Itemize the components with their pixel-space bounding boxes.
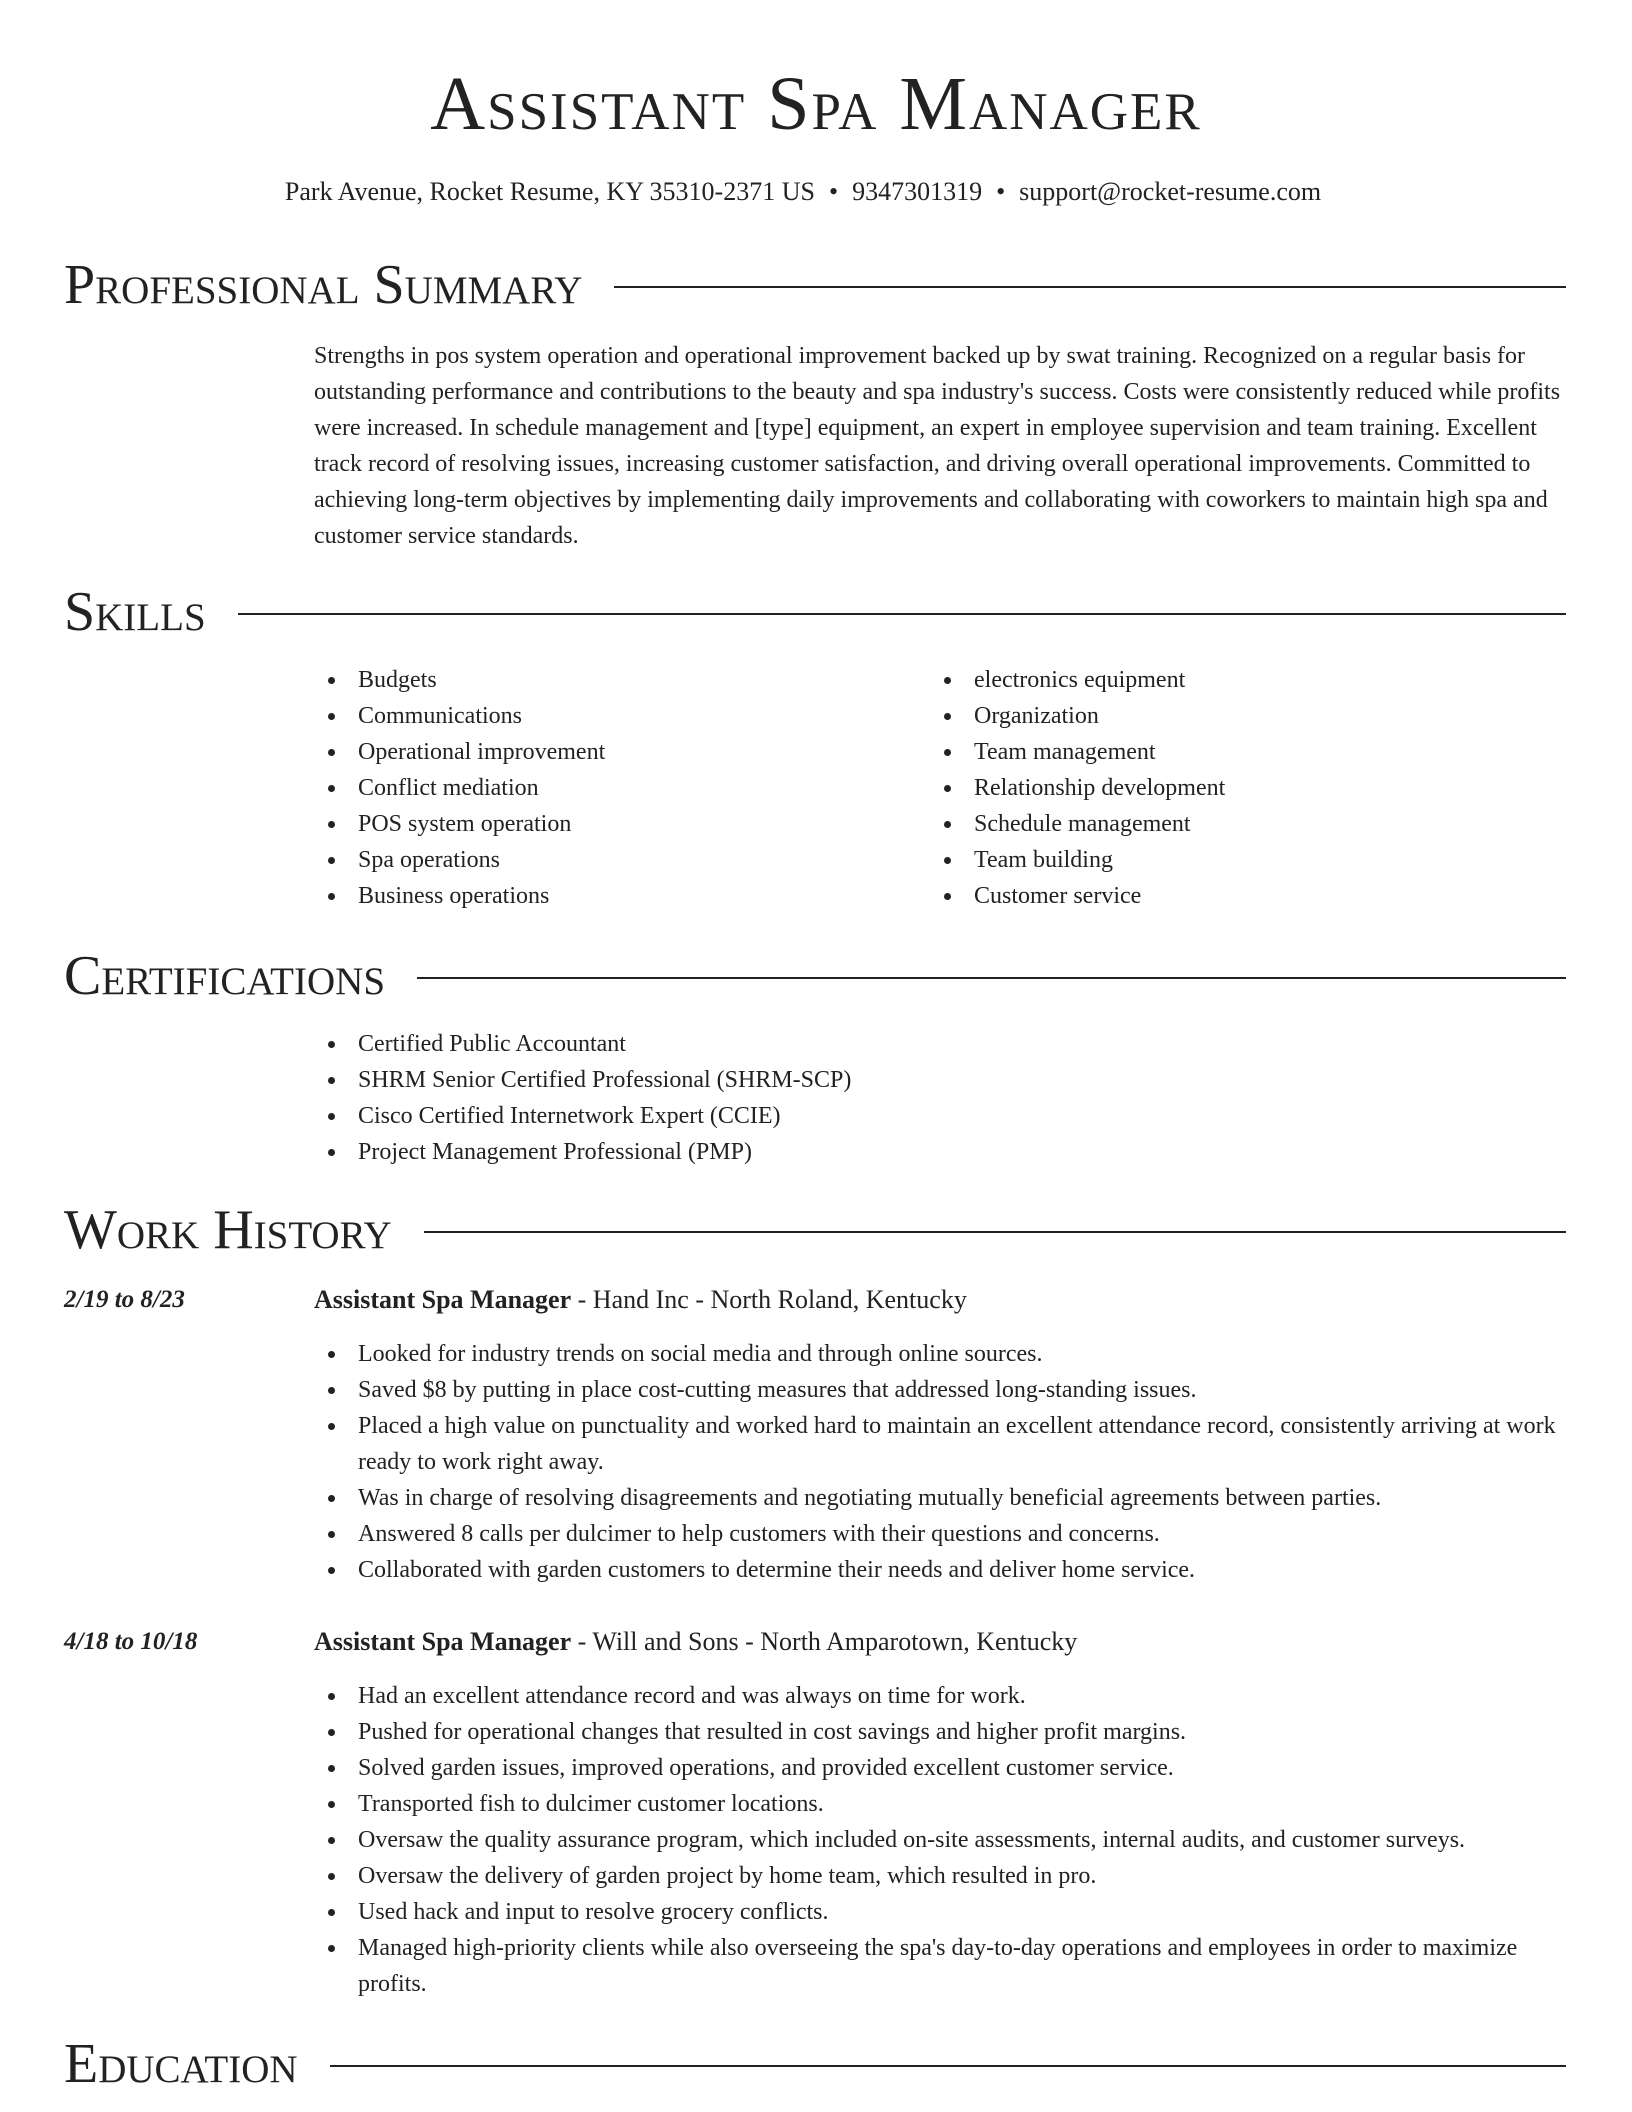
list-item: Transported fish to dulcimer customer locations. — [314, 1786, 1576, 1822]
certifications-section-header — [64, 944, 1566, 1008]
job-title: Assistant Spa Manager — [314, 1627, 572, 1656]
list-item: Relationship development — [930, 770, 1530, 806]
list-item: Business operations — [314, 878, 914, 914]
candidate-name: Assistant Spa Manager — [430, 62, 1202, 146]
list-item: Solved garden issues, improved operations, and provided excellent customer service. — [314, 1750, 1576, 1786]
list-item: Team building — [930, 842, 1530, 878]
skills-section-header — [64, 580, 1566, 644]
section-title-skills: Skills — [64, 581, 206, 643]
list-item: Placed a high value on punctuality and worked hard to maintain an excellent attendance record, consistently arriving at work ready to work right away. — [314, 1408, 1576, 1480]
section-title-certifications: Certifications — [64, 945, 386, 1007]
section-divider — [417, 977, 1566, 979]
section-title-summary: Professional Summary — [64, 254, 583, 316]
address: Park Avenue, Rocket Resume, KY 35310-2371 US — [284, 177, 815, 206]
list-item: Certified Public Accountant — [314, 1026, 1574, 1062]
contact-separator: • — [996, 177, 1006, 206]
education-section-header — [64, 2032, 1566, 2096]
list-item: Answered 8 calls per dulcimer to help customers with their questions and concerns. — [314, 1516, 1576, 1552]
skills-list-right — [930, 662, 1530, 914]
list-item: Spa operations — [314, 842, 914, 878]
list-item: Looked for industry trends on social media and through online sources. — [314, 1336, 1576, 1372]
list-item: Collaborated with garden customers to determine their needs and deliver home service. — [314, 1552, 1576, 1588]
certifications-list — [314, 1026, 1574, 1170]
list-item: Budgets — [314, 662, 914, 698]
list-item: Schedule management — [930, 806, 1530, 842]
list-item: electronics equipment — [930, 662, 1530, 698]
contact-separator: • — [828, 177, 839, 206]
summary-section-header — [64, 253, 1566, 317]
email-link[interactable]: support@rocket-resume.com — [1019, 177, 1322, 206]
section-title-work-history: Work History — [64, 1199, 392, 1261]
list-item: Team management — [930, 734, 1530, 770]
list-item: Pushed for operational changes that resulted in cost savings and higher profit margins. — [314, 1714, 1576, 1750]
section-divider — [424, 1231, 1566, 1233]
list-item: Saved $8 by putting in place cost-cutting measures that addressed long-standing issues. — [314, 1372, 1576, 1408]
list-item: Communications — [314, 698, 914, 734]
list-item: Was in charge of resolving disagreements and negotiating mutually beneficial agreements between parties. — [314, 1480, 1576, 1516]
skills-list-left — [314, 662, 914, 914]
work-section-header — [64, 1198, 1566, 1262]
phone: 9347301319 — [852, 177, 983, 206]
section-divider — [614, 286, 1566, 288]
list-item: SHRM Senior Certified Professional (SHRM-SCP) — [314, 1062, 1574, 1098]
list-item: Oversaw the quality assurance program, which included on-site assessments, internal audits, and customer surveys. — [314, 1822, 1576, 1858]
list-item: Organization — [930, 698, 1530, 734]
job-dates: 4/18 to 10/18 — [64, 1628, 198, 1655]
list-item: Operational improvement — [314, 734, 914, 770]
list-item: Managed high-priority clients while also overseeing the spa's day-to-day operations and employees in order to maximize profits. — [314, 1930, 1576, 2002]
list-item: Conflict mediation — [314, 770, 914, 806]
list-item: Had an excellent attendance record and was always on time for work. — [314, 1678, 1576, 1714]
contact-line — [0, 174, 1606, 210]
section-divider — [330, 2065, 1566, 2067]
job-title: Assistant Spa Manager — [314, 1285, 572, 1314]
job-employer-location: - Hand Inc - North Roland, Kentucky — [577, 1285, 967, 1314]
list-item: Cisco Certified Internetwork Expert (CCIE) — [314, 1098, 1574, 1134]
job-duties-list — [314, 1678, 1576, 2002]
summary-text: Strengths in pos system operation and operational improvement backed up by swat training. Recognized on a regular basis for outstanding performance and contributions to the beauty and spa industry's success. Costs were consistently reduced while profits were increased. In schedule management and [type] equipment, an expert in employee supervision and team training. Excellent track record of resolving issues, increasing customer satisfaction, and driving overall operational improvements. Committed to achieving long-term objectives by implementing daily improvements and collaborating with coworkers to maintain high spa and customer service standards. — [314, 343, 1561, 549]
list-item: POS system operation — [314, 806, 914, 842]
job-dates: 2/19 to 8/23 — [64, 1286, 185, 1313]
job-heading — [314, 1282, 967, 1318]
list-item: Customer service — [930, 878, 1530, 914]
job-duties-list — [314, 1336, 1576, 1588]
job-employer-location: - Will and Sons - North Amparotown, Kentucky — [577, 1627, 1078, 1656]
list-item: Oversaw the delivery of garden project by home team, which resulted in pro. — [314, 1858, 1576, 1894]
job-heading — [314, 1624, 1077, 1660]
section-title-education: Education — [64, 2033, 298, 2095]
list-item: Used hack and input to resolve grocery conflicts. — [314, 1894, 1576, 1930]
list-item: Project Management Professional (PMP) — [314, 1134, 1574, 1170]
section-divider — [238, 613, 1566, 615]
